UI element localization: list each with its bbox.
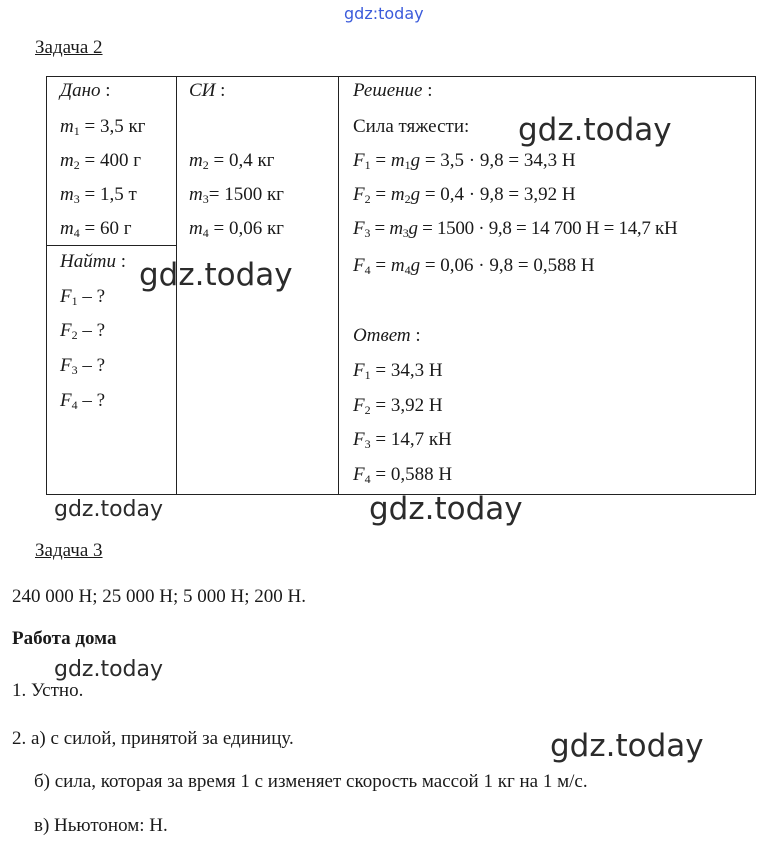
answer-sub: 3 [364, 437, 371, 451]
solution-header-text: Решение [353, 80, 423, 101]
answer-rhs: = 0,588 Н [370, 464, 453, 485]
find-item [60, 320, 105, 343]
task2-title: Задача 2 [35, 37, 103, 58]
given-rhs: = 60 г [84, 218, 132, 239]
given-item [60, 150, 141, 173]
si-item [189, 218, 284, 241]
answer-sym: F [353, 464, 365, 485]
find-rhs: – ? [77, 320, 106, 341]
homework-item: 1. Устно. [12, 680, 84, 701]
table-border-top [46, 76, 756, 77]
answer-colon: : [410, 325, 421, 346]
find-header [60, 251, 126, 273]
eq-rhs: = 3,5 · 9,8 = 34,3 Н [420, 150, 576, 171]
answer-rhs: = 3,92 Н [370, 395, 443, 416]
watermark: gdz.today [54, 497, 164, 522]
find-rhs: – ? [77, 286, 106, 307]
si-header-text: СИ [189, 80, 216, 101]
given-rhs: = 1,5 т [84, 184, 137, 205]
homework-item: в) Ньютоном: Н. [34, 815, 168, 836]
eq-g: g [410, 150, 421, 171]
eq-rhs: = 0,06 · 9,8 = 0,588 Н [420, 255, 595, 276]
si-sym: m [189, 218, 203, 239]
eq-lhs: F [353, 150, 365, 171]
watermark: gdz.today [369, 491, 523, 527]
eq-lsub: 1 [364, 158, 371, 172]
given-sub: 3 [73, 192, 80, 206]
si-sym: m [189, 184, 203, 205]
table-border-right [755, 76, 756, 495]
si-colon: : [215, 80, 226, 101]
find-sym: F [60, 390, 72, 411]
homework-item: б) сила, которая за время 1 с изменяет скорость массой 1 кг на 1 м/с. [34, 771, 588, 792]
eq-m: m [390, 255, 405, 276]
given-sub: 4 [73, 226, 80, 240]
answer-rhs: = 34,3 Н [370, 360, 443, 381]
eq-equals: = [370, 150, 391, 171]
answer-sub: 2 [364, 403, 371, 417]
given-colon: : [100, 80, 111, 101]
watermark: gdz.today [54, 657, 164, 682]
eq-equals: = [370, 218, 390, 239]
table-divider-2 [338, 76, 339, 495]
eq-m: m [390, 150, 405, 171]
watermark: gdz.today [518, 112, 672, 148]
answer-sym: F [353, 429, 365, 450]
eq-m: m [390, 184, 405, 205]
given-item [60, 184, 137, 207]
task3-title: Задача 3 [35, 540, 103, 561]
given-sym: m [60, 150, 74, 171]
eq-msub: 2 [404, 192, 411, 206]
answer-rhs: = 14,7 кН [370, 429, 452, 450]
watermark-top: gdz:today [344, 4, 424, 23]
homework-item: 2. а) с силой, принятой за единицу. [12, 728, 294, 749]
given-rhs: = 3,5 кг [84, 116, 146, 137]
given-sub: 1 [73, 124, 80, 138]
find-item [60, 355, 105, 378]
answer-header-text: Ответ [353, 325, 411, 346]
given-header [60, 80, 111, 102]
gravity-label: Сила тяжести: [353, 116, 470, 137]
solution-header [353, 80, 433, 102]
find-sym: F [60, 286, 72, 307]
task3-text: 240 000 Н; 25 000 Н; 5 000 Н; 200 Н. [12, 586, 306, 607]
eq-lhs: F [353, 184, 365, 205]
answer-sym: F [353, 360, 365, 381]
si-sub: 4 [202, 226, 209, 240]
si-item [189, 184, 284, 207]
table-border-left [46, 76, 47, 495]
eq-g: g [410, 184, 421, 205]
eq-m: m [389, 218, 403, 239]
solution-equation [353, 218, 677, 241]
eq-equals: = [370, 255, 391, 276]
given-header-text: Дано [60, 80, 101, 101]
eq-msub: 4 [404, 263, 411, 277]
si-header [189, 80, 225, 102]
eq-msub: 1 [404, 158, 411, 172]
given-item [60, 116, 145, 139]
answer-item [353, 464, 452, 487]
given-sym: m [60, 184, 74, 205]
solution-equation [353, 184, 576, 207]
si-sub: 2 [202, 158, 209, 172]
eq-rhs: = 1500 · 9,8 = 14 700 Н = 14,7 кН [417, 218, 678, 239]
watermark: gdz.today [550, 728, 704, 764]
si-sym: m [189, 150, 203, 171]
si-rhs: = 0,4 кг [213, 150, 275, 171]
find-sub: 4 [71, 398, 78, 412]
eq-lhs: F [353, 218, 365, 239]
find-sub: 3 [71, 363, 78, 377]
find-sub: 2 [71, 328, 78, 342]
find-sym: F [60, 320, 72, 341]
solution-equation [353, 150, 576, 173]
given-find-divider [46, 245, 177, 246]
answer-header [353, 325, 421, 347]
find-rhs: – ? [77, 390, 106, 411]
find-sub: 1 [71, 294, 78, 308]
si-item [189, 150, 274, 173]
given-sub: 2 [73, 158, 80, 172]
answer-item [353, 429, 452, 452]
answer-sym: F [353, 395, 365, 416]
si-rhs: = 0,06 кг [213, 218, 284, 239]
find-item [60, 390, 105, 413]
answer-sub: 4 [364, 472, 371, 486]
watermark: gdz.today [139, 257, 293, 293]
answer-item [353, 360, 443, 383]
find-item [60, 286, 105, 309]
eq-lsub: 3 [364, 226, 371, 240]
eq-msub: 3 [402, 226, 409, 240]
eq-rhs: = 0,4 · 9,8 = 3,92 Н [420, 184, 576, 205]
eq-g: g [408, 218, 418, 239]
eq-lsub: 4 [364, 263, 371, 277]
answer-item [353, 395, 443, 418]
si-rhs: = 1500 кг [208, 184, 284, 205]
find-rhs: – ? [77, 355, 106, 376]
find-sym: F [60, 355, 72, 376]
eq-lsub: 2 [364, 192, 371, 206]
find-header-text: Найти [60, 251, 116, 272]
given-sym: m [60, 116, 74, 137]
given-rhs: = 400 г [84, 150, 141, 171]
find-colon: : [115, 251, 126, 272]
homework-title: Работа дома [12, 628, 117, 649]
eq-equals: = [370, 184, 391, 205]
solution-colon: : [422, 80, 433, 101]
solution-equation [353, 255, 595, 278]
si-sub: 3 [202, 192, 209, 206]
eq-lhs: F [353, 255, 365, 276]
eq-g: g [410, 255, 421, 276]
given-sym: m [60, 218, 74, 239]
given-item [60, 218, 132, 241]
answer-sub: 1 [364, 368, 371, 382]
